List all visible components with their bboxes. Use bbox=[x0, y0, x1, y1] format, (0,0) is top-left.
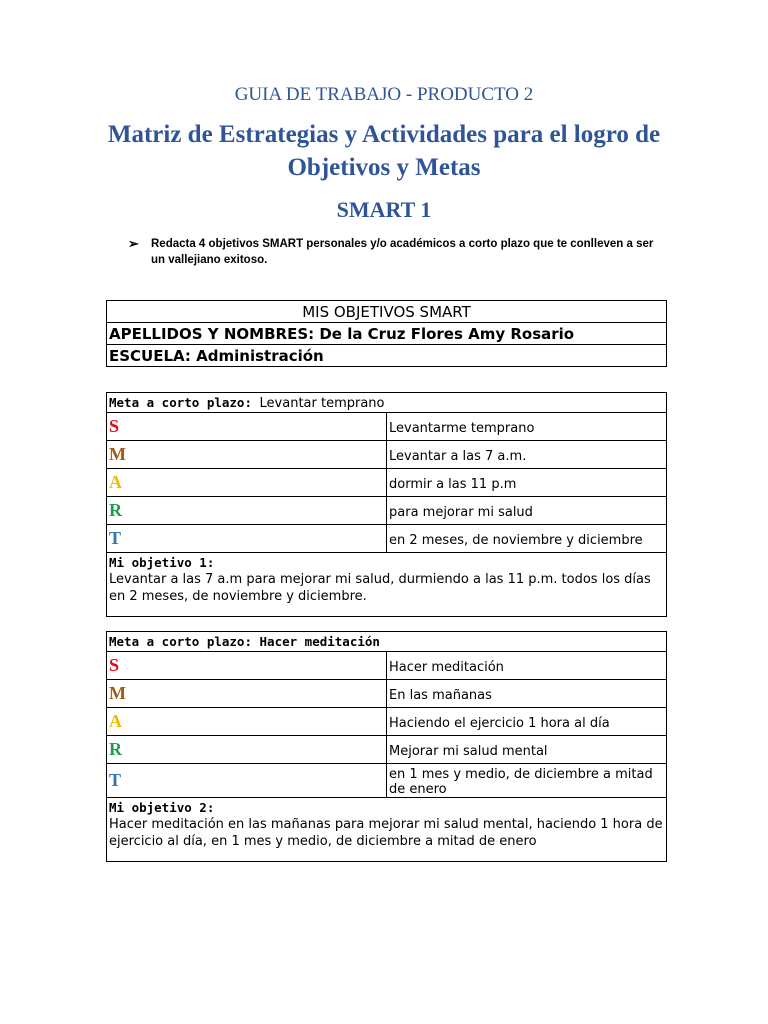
guide-title: GUIA DE TRABAJO - PRODUCTO 2 bbox=[234, 84, 534, 105]
value-r: para mejorar mi salud bbox=[387, 497, 667, 525]
value-r: Mejorar mi salud mental bbox=[387, 736, 667, 764]
value-a: Haciendo el ejercicio 1 hora al día bbox=[387, 708, 667, 736]
meta-label: Meta a corto plazo: bbox=[109, 394, 252, 410]
value-m: Levantar a las 7 a.m. bbox=[387, 441, 667, 469]
objective-label: Mi objetivo 1: bbox=[109, 555, 215, 570]
value-t: en 2 meses, de noviembre y diciembre bbox=[387, 525, 667, 553]
letter-a: A bbox=[107, 469, 387, 497]
info-heading: MIS OBJETIVOS SMART bbox=[107, 301, 667, 323]
meta-value: Levantar temprano bbox=[259, 395, 385, 411]
letter-m: M bbox=[107, 680, 387, 708]
value-s: Levantarme temprano bbox=[387, 413, 667, 441]
letter-a: A bbox=[107, 708, 387, 736]
value-a: dormir a las 11 p.m bbox=[387, 469, 667, 497]
info-table bbox=[106, 300, 667, 367]
meta-row bbox=[107, 632, 667, 652]
objective-text: Levantar a las 7 a.m para mejorar mi salud, durmiendo a las 11 p.m. todos los días en 2 meses, de noviembre y diciembre. bbox=[109, 572, 651, 604]
meta-label: Meta a corto plazo: Hacer meditación bbox=[109, 633, 380, 649]
letter-m: M bbox=[107, 441, 387, 469]
letter-t: T bbox=[107, 764, 387, 798]
objective-label: Mi objetivo 2: bbox=[109, 800, 215, 815]
letter-r: R bbox=[107, 497, 387, 525]
arrow-bullet-icon: ➢ bbox=[128, 236, 139, 251]
instruction-text: Redacta 4 objetivos SMART personales y/o académicos a corto plazo que te conlleven a ser un vallejiano exitoso. bbox=[151, 238, 654, 266]
value-s: Hacer meditación bbox=[387, 652, 667, 680]
instruction bbox=[130, 236, 670, 268]
smart-table-1 bbox=[106, 392, 667, 617]
school-name: ESCUELA: Administración bbox=[107, 345, 667, 367]
objective-cell bbox=[107, 553, 667, 617]
letter-r: R bbox=[107, 736, 387, 764]
value-m: En las mañanas bbox=[387, 680, 667, 708]
objective-cell bbox=[107, 798, 667, 862]
meta-row bbox=[107, 393, 667, 413]
document-subtitle: SMART 1 bbox=[336, 197, 432, 222]
letter-s: S bbox=[107, 413, 387, 441]
value-t: en 1 mes y medio, de diciembre a mitad de enero bbox=[387, 764, 667, 798]
student-name: APELLIDOS Y NOMBRES: De la Cruz Flores Amy Rosario bbox=[107, 323, 667, 345]
smart-table-2 bbox=[106, 631, 667, 862]
letter-s: S bbox=[107, 652, 387, 680]
document-title: Matriz de Estrategias y Actividades para el logro de Objetivos y Metas bbox=[107, 121, 661, 181]
letter-t: T bbox=[107, 525, 387, 553]
objective-text: Hacer meditación en las mañanas para mejorar mi salud mental, haciendo 1 hora de ejercicio al día, en 1 mes y medio, de diciembre a mitad de enero bbox=[109, 817, 663, 849]
